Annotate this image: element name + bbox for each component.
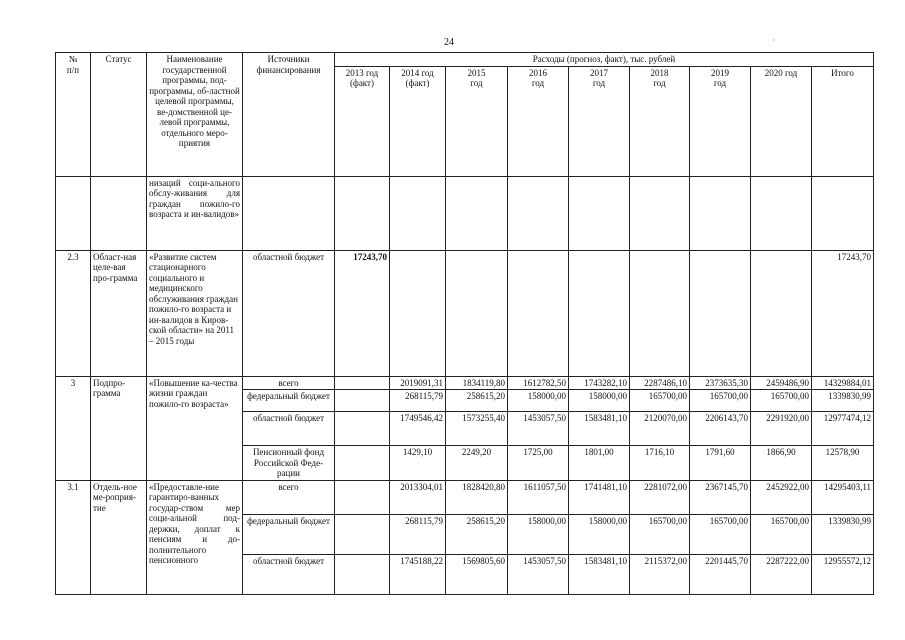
value-cell: 1745188,22 xyxy=(390,554,446,594)
value-cell: 165700,00 xyxy=(751,514,812,554)
row-name: «Повышение ка-чества жизни граждан пожило-го возраста» xyxy=(147,376,243,480)
value-cell: 1453057,50 xyxy=(508,412,569,446)
value-cell: 1834119,80 xyxy=(446,376,508,390)
value-cell: 1583481,10 xyxy=(569,554,630,594)
table-row xyxy=(56,480,874,514)
budget-table xyxy=(55,52,874,595)
value-cell: 158000,00 xyxy=(569,390,630,412)
value-cell: 1801,00 xyxy=(569,446,630,481)
table-row xyxy=(56,376,874,390)
value-cell: 165700,00 xyxy=(630,390,690,412)
value-cell: 1612782,50 xyxy=(508,376,569,390)
header-year-2018: 2018 год xyxy=(630,66,690,176)
row-num: 3 xyxy=(56,376,91,480)
value-total: 12578,90 xyxy=(812,446,874,481)
value-cell: 1573255,40 xyxy=(446,412,508,446)
value-cell: 1569805,60 xyxy=(446,554,508,594)
value-cell: 2373635,30 xyxy=(690,376,751,390)
value-cell: 2287222,00 xyxy=(751,554,812,594)
value-total: 12977474,12 xyxy=(812,412,874,446)
value-cell: 258615,20 xyxy=(446,390,508,412)
row-status: Подпро-грамма xyxy=(91,376,147,480)
value-cell: 2206143,70 xyxy=(690,412,751,446)
value-cell: 1866,90 xyxy=(751,446,812,481)
value-total: 17243,70 xyxy=(812,250,874,376)
value-cell: 158000,00 xyxy=(508,514,569,554)
row-source: всего xyxy=(243,376,335,390)
header-status: Статус xyxy=(91,53,147,177)
value-cell xyxy=(335,554,390,594)
value-cell: 2201445,70 xyxy=(690,554,751,594)
header-year-2016: 2016 год xyxy=(508,66,569,176)
value-cell: 158000,00 xyxy=(569,514,630,554)
value-cell: 165700,00 xyxy=(751,390,812,412)
row-name: «Развитие систем стационарного социального и медицинского обслуживания граждан пожило-го возраста и ин-валидов в Киров-ской области» на 2011 – 2015 годы xyxy=(147,250,243,376)
value-cell: 258615,20 xyxy=(446,514,508,554)
value-cell xyxy=(335,514,390,554)
value-cell: 165700,00 xyxy=(630,514,690,554)
value-cell: 268115,79 xyxy=(390,514,446,554)
row-status: Отдель-ное ме-роприя-тие xyxy=(91,480,147,594)
value-cell xyxy=(335,480,390,514)
header-year-2019: 2019 год xyxy=(690,66,751,176)
value-total: 14329884,01 xyxy=(812,376,874,390)
value-cell: 2452922,00 xyxy=(751,480,812,514)
table-row xyxy=(56,250,874,376)
value-total: 12955572,12 xyxy=(812,554,874,594)
value-cell: 2281072,00 xyxy=(630,480,690,514)
value-cell: 1453057,50 xyxy=(508,554,569,594)
header-total: Итого xyxy=(812,66,874,176)
row-num: 3.1 xyxy=(56,480,91,594)
value-cell: 2459486,90 xyxy=(751,376,812,390)
value-cell: 1749546,42 xyxy=(390,412,446,446)
header-name: Наименование государственной программы, под-программы, об-ластной целевой программы, ве-домственной це-левой программы, отдельного меро-приятия xyxy=(147,53,243,177)
row-source: областной бюджет xyxy=(243,412,335,446)
value-cell xyxy=(335,412,390,446)
value-cell: 2115372,00 xyxy=(630,554,690,594)
value-cell: 158000,00 xyxy=(508,390,569,412)
value-cell xyxy=(335,376,390,390)
value-cell: 2287486,10 xyxy=(630,376,690,390)
header-year-2015: 2015 год xyxy=(446,66,508,176)
value-cell: 2013304,01 xyxy=(390,480,446,514)
header-source: Источники финансирования xyxy=(243,53,335,177)
page-number: 24 xyxy=(444,37,454,48)
value-cell: 1828420,80 xyxy=(446,480,508,514)
value-total: 1339830,99 xyxy=(812,390,874,412)
scan-mark: · xyxy=(772,36,775,45)
row-source: областной бюджет xyxy=(243,250,335,376)
header-year-2020: 2020 год xyxy=(751,66,812,176)
row-source: всего xyxy=(243,480,335,514)
value-cell xyxy=(335,446,390,481)
row-source: федеральный бюджет xyxy=(243,514,335,554)
value-cell: 268115,79 xyxy=(390,390,446,412)
value-cell xyxy=(335,390,390,412)
value-cell: 2249,20 xyxy=(446,446,508,481)
value-cell: 2367145,70 xyxy=(690,480,751,514)
row-source: федеральный бюджет xyxy=(243,390,335,412)
value-total: 14295403,11 xyxy=(812,480,874,514)
value-cell: 1741481,10 xyxy=(569,480,630,514)
value-cell: 2291920,00 xyxy=(751,412,812,446)
row-source: Пенсионный фонд Российской Феде-рации xyxy=(243,446,335,481)
value-cell: 1429,10 xyxy=(390,446,446,481)
value-cell: 17243,70 xyxy=(335,250,390,376)
value-cell: 165700,00 xyxy=(690,390,751,412)
table-row xyxy=(56,176,874,250)
value-cell: 1725,00 xyxy=(508,446,569,481)
header-expenses: Расходы (прогноз, факт), тыс. рублей xyxy=(335,53,874,67)
header-num: № п/п xyxy=(56,53,91,177)
header-year-2014: 2014 год (факт) xyxy=(390,66,446,176)
value-cell: 1583481,10 xyxy=(569,412,630,446)
value-cell: 165700,00 xyxy=(690,514,751,554)
value-cell: 1716,10 xyxy=(630,446,690,481)
value-cell: 2019091,31 xyxy=(390,376,446,390)
value-cell: 1743282,10 xyxy=(569,376,630,390)
row-source: областной бюджет xyxy=(243,554,335,594)
value-cell: 1791,60 xyxy=(690,446,751,481)
value-cell: 1611057,50 xyxy=(508,480,569,514)
value-total: 1339830,99 xyxy=(812,514,874,554)
continuation-text: низаций соци-ального обслу-живания для граждан пожило-го возраста и ин-валидов» xyxy=(147,176,243,250)
value-cell: 2120070,00 xyxy=(630,412,690,446)
row-name: «Предоставле-ние гарантиро-ванных государ-ством мер соци-альной под-держки, доплат к пенсиям и до-полнительного пенсионного xyxy=(147,480,243,594)
row-status: Област-ная целе-вая про-грамма xyxy=(91,250,147,376)
header-year-2013: 2013 год (факт) xyxy=(335,66,390,176)
row-num: 2.3 xyxy=(56,250,91,376)
header-year-2017: 2017 год xyxy=(569,66,630,176)
